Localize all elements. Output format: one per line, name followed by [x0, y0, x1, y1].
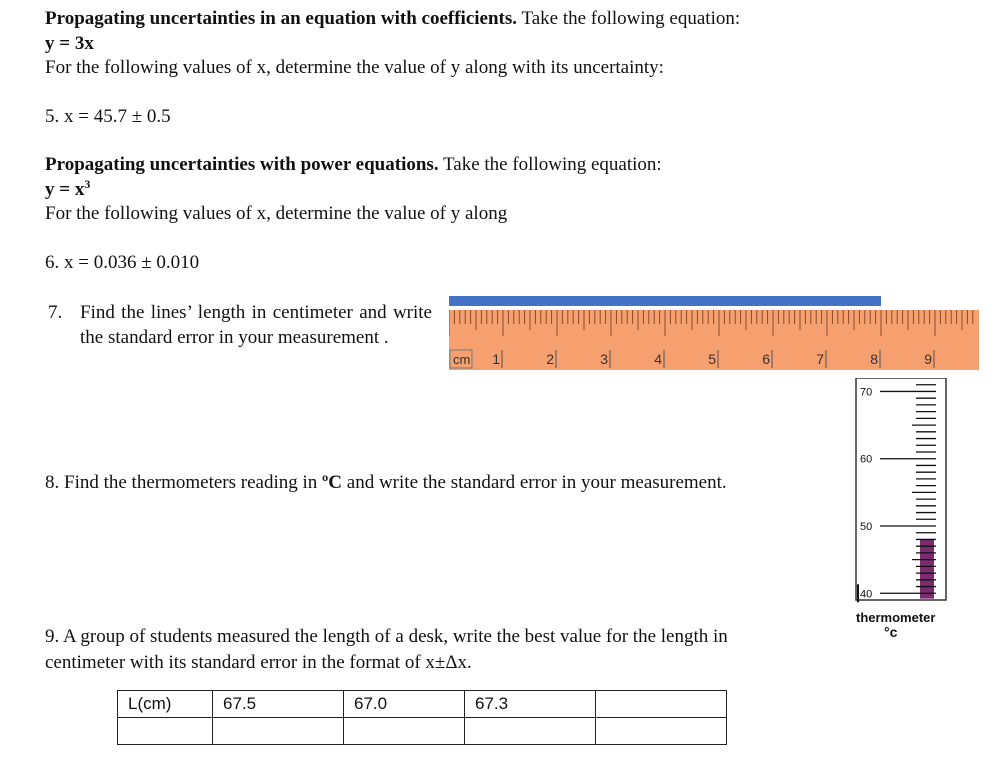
ruler-unit-label: cm: [453, 352, 471, 367]
measured-line: [449, 296, 881, 306]
section1-intro: Take the following equation:: [521, 8, 741, 29]
question-8: [45, 472, 727, 494]
thermometer-label: 70: [860, 386, 873, 399]
ruler-label: 3: [600, 351, 608, 367]
ruler-label: 9: [924, 351, 932, 367]
question-7-number: 7.: [48, 302, 63, 323]
section1-heading: Propagating uncertainties in an equation with coefficients.: [45, 8, 518, 29]
question-8-post: and write the standard error in your measurement.: [342, 472, 727, 493]
thermometer-liquid: [920, 539, 934, 598]
ruler-label: 8: [870, 351, 878, 367]
section1-title-line: [45, 8, 740, 30]
table-empty-cell: [344, 718, 465, 745]
ruler-label: 7: [816, 351, 824, 367]
table-cell-2: 67.0: [344, 691, 465, 718]
table-row: [118, 718, 727, 745]
thermometer-label: 60: [860, 453, 873, 466]
table-empty-cell: [118, 718, 213, 745]
section1-equation: y = 3x: [45, 33, 94, 54]
question-9-line1: 9. A group of students measured the length of a desk, write the best value for the length in: [45, 626, 728, 647]
table-cell-4: [596, 691, 727, 718]
ruler-label: 5: [708, 351, 716, 367]
measurement-table: [117, 690, 727, 745]
section2-equation: [45, 179, 90, 201]
table-row: [118, 691, 727, 718]
table-empty-cell: [213, 718, 344, 745]
thermometer-label: 40: [860, 588, 873, 601]
section2-equation-base: y = x: [45, 179, 85, 200]
section2-heading: Propagating uncertainties with power equations.: [45, 154, 439, 175]
question-7: [48, 300, 432, 350]
table-cell-3: 67.3: [465, 691, 596, 718]
table-cell-1: 67.5: [213, 691, 344, 718]
question-6: 6. x = 0.036 ± 0.010: [45, 252, 200, 273]
table-header-cell: L(cm): [118, 691, 213, 718]
ruler-figure: [449, 296, 979, 372]
table-empty-cell: [465, 718, 596, 745]
ruler-label: 2: [546, 351, 554, 367]
question-8-unit: ºC: [322, 472, 343, 493]
question-8-pre: 8. Find the thermometers reading in: [45, 472, 323, 493]
thermometer-unit: °c: [884, 624, 898, 640]
section1-instruction: For the following values of x, determine the value of y along with its uncertainty:: [45, 57, 664, 78]
ruler-label: 1: [492, 351, 500, 367]
ruler-label: 4: [654, 351, 662, 367]
section2-intro: Take the following equation:: [443, 154, 662, 175]
thermometer-figure: [850, 378, 950, 604]
thermometer-label: 50: [860, 521, 873, 533]
thermometer-label-bar: [857, 584, 859, 602]
section2-title-line: [45, 154, 662, 176]
question-9-line2: centimeter with its standard error in the format of x±Δx.: [45, 652, 472, 673]
thermometer-caption: thermometer: [856, 610, 936, 625]
question-7-text: Find the lines’ length in centimeter and write the standard error in your measurement .: [80, 302, 432, 348]
question-5: 5. x = 45.7 ± 0.5: [45, 106, 171, 127]
ruler-label: 6: [762, 351, 770, 367]
section2-instruction: For the following values of x, determine the value of y along: [45, 203, 508, 224]
table-empty-cell: [596, 718, 727, 745]
section2-equation-exponent: 3: [84, 177, 91, 191]
